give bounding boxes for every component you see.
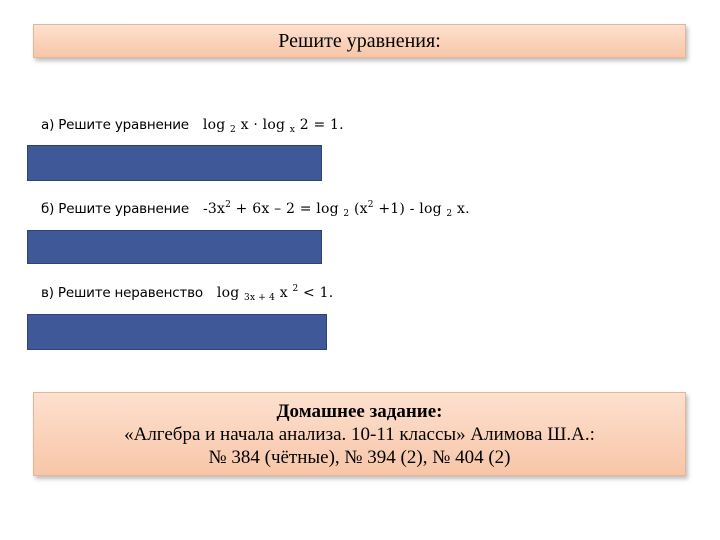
slide-title: Решите уравнения:: [278, 29, 441, 52]
task-b-equation: $-3x^2 + 6x - 2 = \log _2$ $(x^2 +1) - \log _2$ x.: [202, 200, 470, 219]
homework-box: [33, 392, 686, 476]
answer-box-b[interactable]: [27, 230, 322, 264]
homework-title: Домашнее задание:: [276, 400, 443, 422]
homework-textbook: «Алгебра и начала анализа. 10-11 классы» Алимова Ш.А.:: [124, 423, 595, 445]
task-c-label: в) Решите неравенство: [41, 285, 203, 301]
task-c-inequality: log $_{3x + 4}$ x $^2$ < 1.: [216, 284, 334, 303]
task-a-label: а) Решите уравнение: [41, 117, 189, 133]
task-a-equation: log $_2$ x · log $_x$ 2 = 1.: [202, 117, 344, 135]
task-c: [41, 284, 333, 303]
title-banner: [33, 24, 686, 58]
answer-box-a[interactable]: [27, 145, 322, 181]
answer-box-c[interactable]: [27, 314, 327, 350]
task-a: [41, 117, 344, 135]
task-b: [41, 200, 470, 219]
task-b-label: б) Решите уравнение: [41, 201, 189, 217]
homework-exercises: № 384 (чётные), № 394 (2), № 404 (2): [208, 446, 511, 468]
